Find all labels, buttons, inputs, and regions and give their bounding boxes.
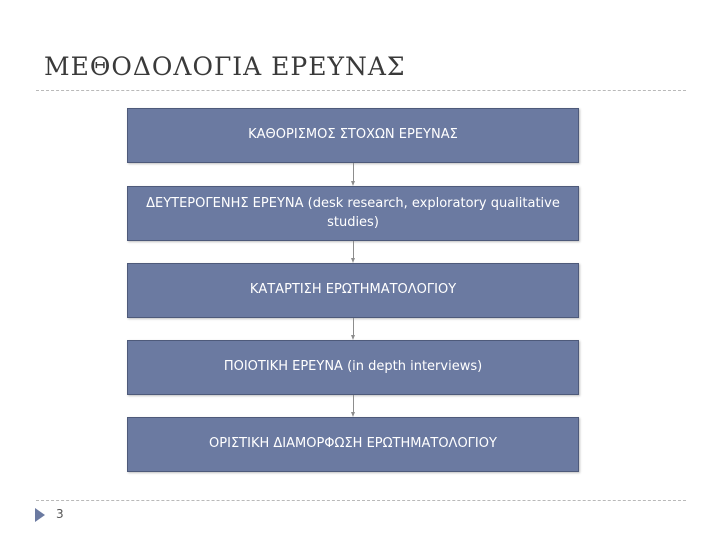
flow-step-questionnaire-draft: ΚΑΤΑΡΤΙΣΗ ΕΡΩΤΗΜΑΤΟΛΟΓΙΟΥ — [127, 263, 579, 318]
triangle-right-icon — [35, 508, 45, 522]
flow-step-secondary-research: ΔΕΥΤΕΡΟΓΕΝΗΣ ΕΡΕΥΝΑ (desk research, exploratory qualitative studies) — [127, 186, 579, 241]
flow-step-final-questionnaire: ΟΡΙΣΤΙΚΗ ΔΙΑΜΟΡΦΩΣΗ ΕΡΩΤΗΜΑΤΟΛΟΓΙΟΥ — [127, 417, 579, 472]
flow-connector-arrow — [351, 241, 357, 263]
title-divider — [36, 90, 686, 91]
flow-connector-arrow — [351, 318, 357, 340]
flow-connector-arrow — [351, 395, 357, 417]
flow-step-qualitative-research: ΠΟΙΟΤΙΚΗ ΕΡΕΥΝΑ (in depth interviews) — [127, 340, 579, 395]
page-number: 3 — [56, 507, 64, 521]
footer-divider — [36, 500, 686, 501]
flow-step-define-objectives: ΚΑΘΟΡΙΣΜΟΣ ΣΤΟΧΩΝ ΕΡΕΥΝΑΣ — [127, 108, 579, 163]
slide-title: ΜΕΘΟΔΟΛΟΓΙΑ ΕΡΕΥΝΑΣ — [44, 52, 406, 81]
flow-connector-arrow — [351, 163, 357, 186]
